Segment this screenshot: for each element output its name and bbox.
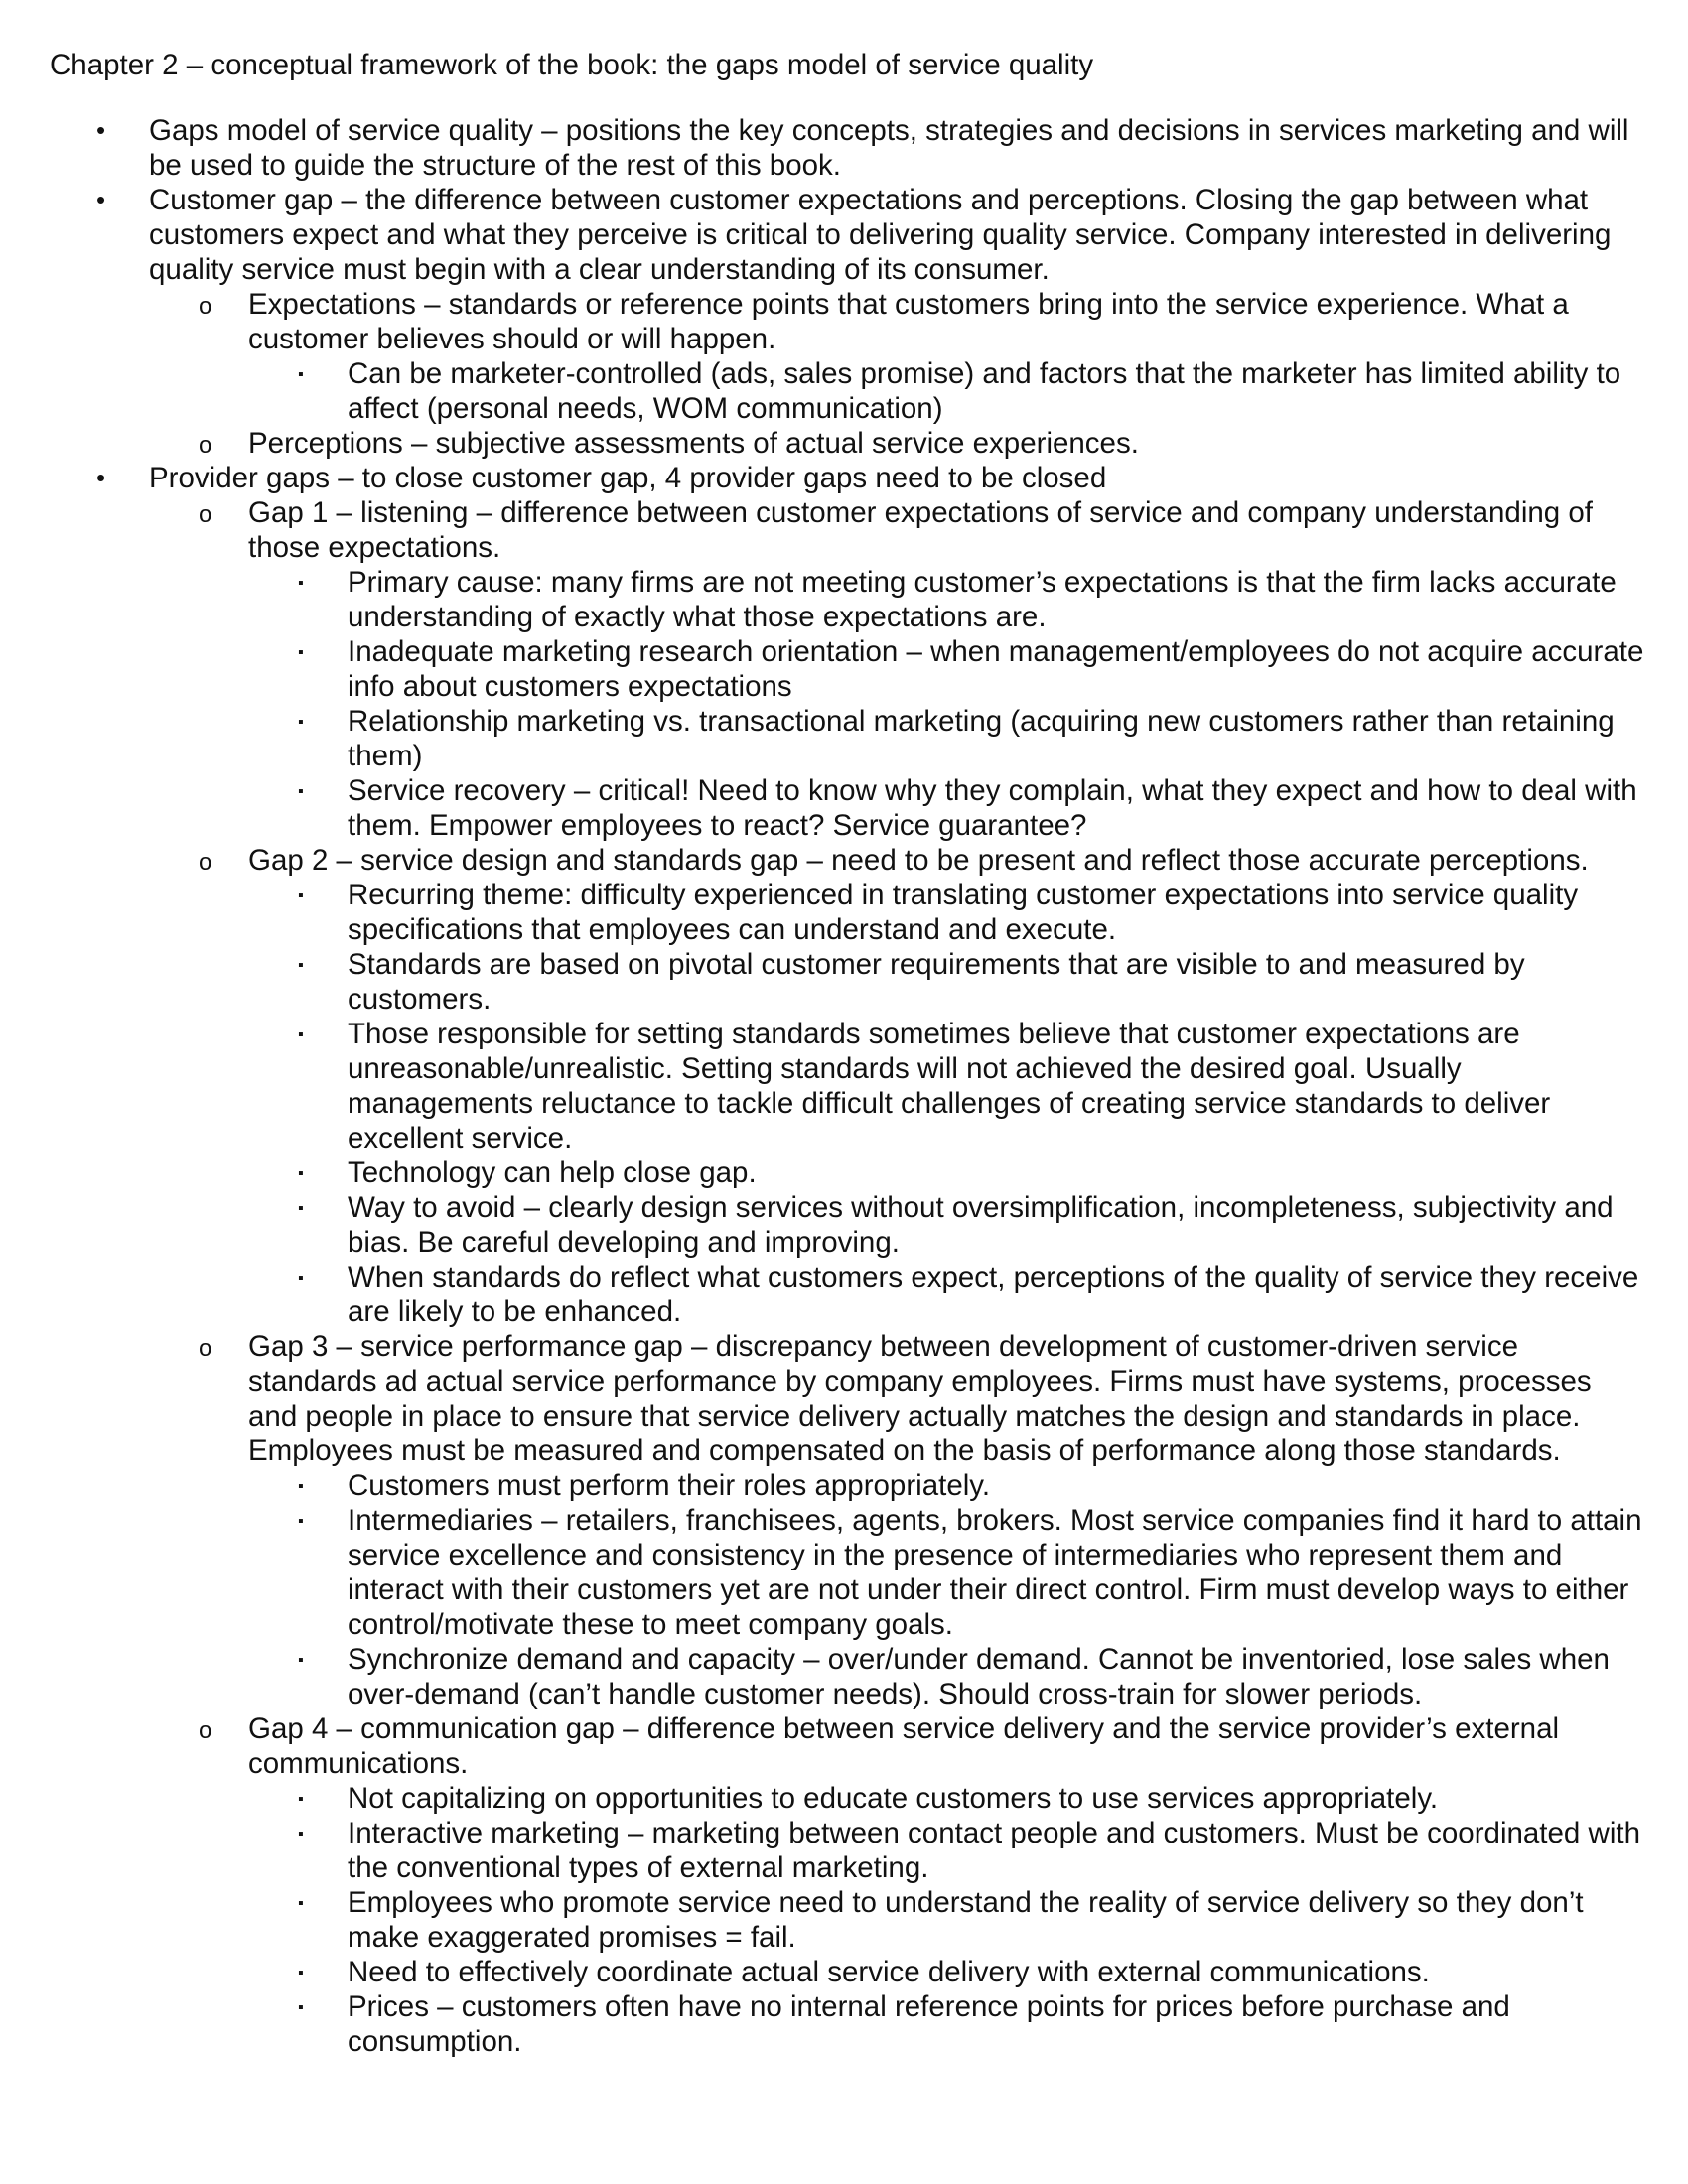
outline-list bbox=[0, 113, 1688, 2059]
bullet-circle-icon: o bbox=[199, 849, 212, 876]
document-title: Chapter 2 – conceptual framework of the book: the gaps model of service quality bbox=[50, 49, 1094, 81]
bullet-square-icon: ▪ bbox=[298, 1513, 304, 1530]
list-item-level-3 bbox=[0, 1156, 1648, 1190]
list-item-level-3 bbox=[0, 1468, 1648, 1503]
list-item-text: Intermediaries – retailers, franchisees, agents, brokers. Most service companies find it hard to attain service excellence and consistency in the presence of intermediaries who represent them and interact with their customers yet are not under their direct control. Firm must develop ways to either control/motivate these to meet company goals. bbox=[348, 1504, 1642, 1641]
list-item-text: Synchronize demand and capacity – over/under demand. Cannot be inventoried, lose sales when over-demand (can’t handle customer needs). Should cross-train for slower periods. bbox=[348, 1643, 1610, 1710]
list-item-level-3 bbox=[0, 1017, 1648, 1156]
list-item-text: Interactive marketing – marketing between contact people and customers. Must be coordinated with the conventional types of external marketing. bbox=[348, 1817, 1640, 1884]
bullet-square-icon: ▪ bbox=[298, 887, 304, 904]
list-item-level-3 bbox=[0, 1989, 1648, 2059]
bullet-square-icon: ▪ bbox=[298, 1026, 304, 1043]
bullet-square-icon: ▪ bbox=[298, 1652, 304, 1669]
list-item-text: Service recovery – critical! Need to know why they complain, what they expect and how to deal with them. Empower employees to react? Service guarantee? bbox=[348, 774, 1637, 842]
list-item-text: Need to effectively coordinate actual service delivery with external communications. bbox=[348, 1956, 1430, 1988]
bullet-circle-icon: o bbox=[199, 1335, 212, 1362]
list-item-level-3 bbox=[0, 1642, 1648, 1711]
list-item-text: Provider gaps – to close customer gap, 4 provider gaps need to be closed bbox=[149, 462, 1107, 494]
list-item-text: Employees who promote service need to understand the reality of service delivery so they don’t make exaggerated promises = fail. bbox=[348, 1886, 1584, 1954]
list-item-level-3 bbox=[0, 1816, 1648, 1885]
bullet-square-icon: ▪ bbox=[298, 1895, 304, 1912]
bullet-square-icon: ▪ bbox=[298, 1270, 304, 1287]
bullet-square-icon: ▪ bbox=[298, 366, 304, 383]
list-item-level-3 bbox=[0, 1885, 1648, 1955]
list-item-level-3 bbox=[0, 356, 1648, 426]
bullet-square-icon: ▪ bbox=[298, 1478, 304, 1495]
bullet-square-icon: ▪ bbox=[298, 1791, 304, 1808]
list-item-level-2 bbox=[0, 843, 1648, 878]
bullet-square-icon: ▪ bbox=[298, 1200, 304, 1217]
list-item-level-3 bbox=[0, 1260, 1648, 1329]
list-item-level-2 bbox=[0, 287, 1648, 356]
bullet-circle-icon: o bbox=[199, 501, 212, 528]
bullet-square-icon: ▪ bbox=[298, 957, 304, 974]
list-item-text: Way to avoid – clearly design services without oversimplification, incompleteness, subjectivity and bias. Be careful developing and improving. bbox=[348, 1191, 1614, 1259]
list-item-level-3 bbox=[0, 565, 1648, 634]
list-item-text: Prices – customers often have no internal reference points for prices before purchase and consumption. bbox=[348, 1990, 1510, 2058]
list-item-text: Recurring theme: difficulty experienced in translating customer expectations into service quality specifications that employees can understand and execute. bbox=[348, 879, 1579, 946]
list-item-level-3 bbox=[0, 1781, 1648, 1816]
bullet-circle-icon: o bbox=[199, 432, 212, 459]
list-item-text: Relationship marketing vs. transactional marketing (acquiring new customers rather than retaining them) bbox=[348, 705, 1615, 772]
list-item-text: Gap 2 – service design and standards gap – need to be present and reflect those accurate perceptions. bbox=[248, 844, 1589, 877]
list-item-text: Gap 4 – communication gap – difference between service delivery and the service provider’s external communications. bbox=[248, 1712, 1560, 1780]
bullet-dot-icon: • bbox=[96, 115, 106, 145]
list-item-text: Gap 3 – service performance gap – discrepancy between development of customer-driven service standards ad actual service performance by company employees. Firms must have systems, processes and people in place to ensure that service delivery actually matches the design and standards in place. Employees must be measured and compensated on the basis of performance along those standards. bbox=[248, 1330, 1592, 1467]
list-item-level-2 bbox=[0, 426, 1648, 461]
list-item-level-3 bbox=[0, 1955, 1648, 1989]
bullet-square-icon: ▪ bbox=[298, 644, 304, 661]
list-item-text: Those responsible for setting standards sometimes believe that customer expectations are unreasonable/unrealistic. Setting standards will not achieved the desired goal. Usually managements reluctance to tackle difficult challenges of creating service standards to deliver excellent service. bbox=[348, 1018, 1551, 1155]
list-item-text: Customer gap – the difference between customer expectations and perceptions. Closing the gap between what customers expect and what they perceive is critical to delivering quality service. Company interested in delivering quality service must begin with a clear understanding of its consumer. bbox=[149, 184, 1612, 286]
list-item-level-1 bbox=[0, 183, 1648, 287]
list-item-level-3 bbox=[0, 773, 1648, 843]
list-item-level-3 bbox=[0, 1503, 1648, 1642]
bullet-square-icon: ▪ bbox=[298, 1826, 304, 1843]
list-item-text: Technology can help close gap. bbox=[348, 1157, 757, 1189]
list-item-level-2 bbox=[0, 1329, 1648, 1468]
bullet-dot-icon: • bbox=[96, 185, 106, 214]
list-item-text: Not capitalizing on opportunities to educate customers to use services appropriately. bbox=[348, 1782, 1439, 1815]
list-item-level-3 bbox=[0, 704, 1648, 773]
bullet-square-icon: ▪ bbox=[298, 1965, 304, 1981]
bullet-square-icon: ▪ bbox=[298, 714, 304, 731]
list-item-text: Gaps model of service quality – positions the key concepts, strategies and decisions in services marketing and will be used to guide the structure of the rest of this book. bbox=[149, 114, 1629, 182]
bullet-circle-icon: o bbox=[199, 293, 212, 320]
list-item-level-2 bbox=[0, 495, 1648, 565]
list-item-text: Gap 1 – listening – difference between customer expectations of service and company understanding of those expectations. bbox=[248, 496, 1594, 564]
list-item-level-2 bbox=[0, 1711, 1648, 1781]
list-item-level-3 bbox=[0, 1190, 1648, 1260]
list-item-text: Customers must perform their roles appropriately. bbox=[348, 1469, 991, 1502]
list-item-level-3 bbox=[0, 634, 1648, 704]
bullet-square-icon: ▪ bbox=[298, 1999, 304, 2016]
list-item-text: When standards do reflect what customers expect, perceptions of the quality of service they receive are likely to be enhanced. bbox=[348, 1261, 1639, 1328]
list-item-level-3 bbox=[0, 947, 1648, 1017]
list-item-text: Expectations – standards or reference points that customers bring into the service experience. What a customer believes should or will happen. bbox=[248, 288, 1569, 355]
bullet-square-icon: ▪ bbox=[298, 783, 304, 800]
bullet-square-icon: ▪ bbox=[298, 1165, 304, 1182]
bullet-dot-icon: • bbox=[96, 463, 106, 492]
bullet-square-icon: ▪ bbox=[298, 575, 304, 592]
list-item-text: Standards are based on pivotal customer requirements that are visible to and measured by customers. bbox=[348, 948, 1525, 1016]
list-item-text: Primary cause: many firms are not meeting customer’s expectations is that the firm lacks accurate understanding of exactly what those expectations are. bbox=[348, 566, 1617, 633]
list-item-text: Perceptions – subjective assessments of actual service experiences. bbox=[248, 427, 1139, 460]
list-item-level-1 bbox=[0, 461, 1648, 495]
list-item-text: Inadequate marketing research orientation – when management/employees do not acquire accurate info about customers expectations bbox=[348, 635, 1644, 703]
bullet-circle-icon: o bbox=[199, 1717, 212, 1744]
list-item-level-3 bbox=[0, 878, 1648, 947]
list-item-text: Can be marketer-controlled (ads, sales promise) and factors that the marketer has limited ability to affect (personal needs, WOM communication) bbox=[348, 357, 1621, 425]
list-item-level-1 bbox=[0, 113, 1648, 183]
